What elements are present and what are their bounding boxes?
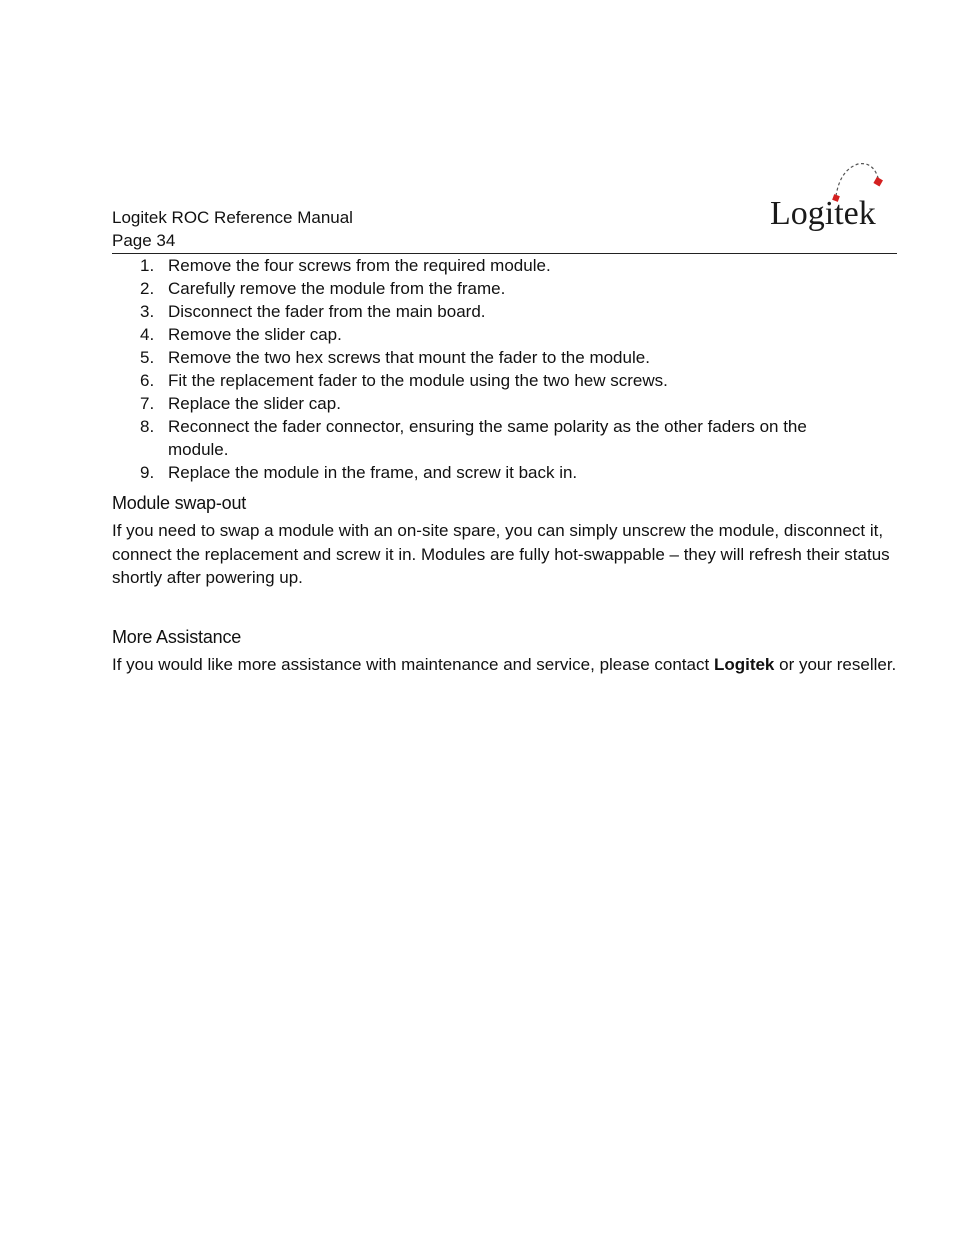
assistance-text-end: or your reseller. [774, 655, 897, 674]
step-text: Remove the two hex screws that mount the fader to the module. [168, 348, 650, 367]
step-text: Remove the slider cap. [168, 325, 342, 344]
logo-wordmark: Logitek [770, 195, 876, 232]
more-assistance-body [112, 653, 897, 677]
step-number: 1. [140, 256, 155, 275]
procedure-steps [112, 254, 897, 484]
module-swap-heading: Module swap-out [112, 493, 247, 513]
step-number: 5. [140, 348, 155, 367]
logitek-logo [766, 156, 896, 236]
list-item [112, 254, 897, 277]
assistance-text: If you would like more assistance with maintenance and service, please contact [112, 655, 714, 674]
list-item [112, 277, 897, 300]
list-item [112, 415, 897, 461]
list-item [112, 392, 897, 415]
step-number: 6. [140, 371, 155, 390]
list-item [112, 323, 897, 346]
page-number: Page 34 [112, 231, 176, 250]
manual-title: Logitek ROC Reference Manual [112, 208, 353, 227]
step-text: Remove the four screws from the required module. [168, 256, 551, 275]
step-text: Disconnect the fader from the main board. [168, 302, 486, 321]
step-number: 2. [140, 279, 155, 298]
step-number: 3. [140, 302, 155, 321]
module-swap-body: If you need to swap a module with an on-site spare, you can simply unscrew the module, disconnect it, connect the replacement and screw it in. Modules are fully hot-swappable – they will refresh their status shortly after powering up. [112, 521, 890, 587]
step-number: 8. [140, 417, 155, 436]
step-text: Reconnect the fader connector, ensuring the same polarity as the other faders on the module. [168, 417, 807, 459]
step-number: 4. [140, 325, 155, 344]
step-text: Carefully remove the module from the frame. [168, 279, 506, 298]
list-item [112, 346, 897, 369]
page-header [112, 206, 353, 252]
step-number: 9. [140, 463, 155, 482]
list-item [112, 369, 897, 392]
step-text: Fit the replacement fader to the module using the two hew screws. [168, 371, 668, 390]
more-assistance-heading: More Assistance [112, 627, 242, 647]
step-text: Replace the module in the frame, and screw it back in. [168, 463, 578, 482]
list-item [112, 300, 897, 323]
logitek-contact: Logitek [713, 655, 775, 674]
step-text: Replace the slider cap. [168, 394, 341, 413]
step-number: 7. [140, 394, 155, 413]
list-item [112, 461, 897, 484]
logitek-arc-logo-icon [766, 156, 896, 236]
